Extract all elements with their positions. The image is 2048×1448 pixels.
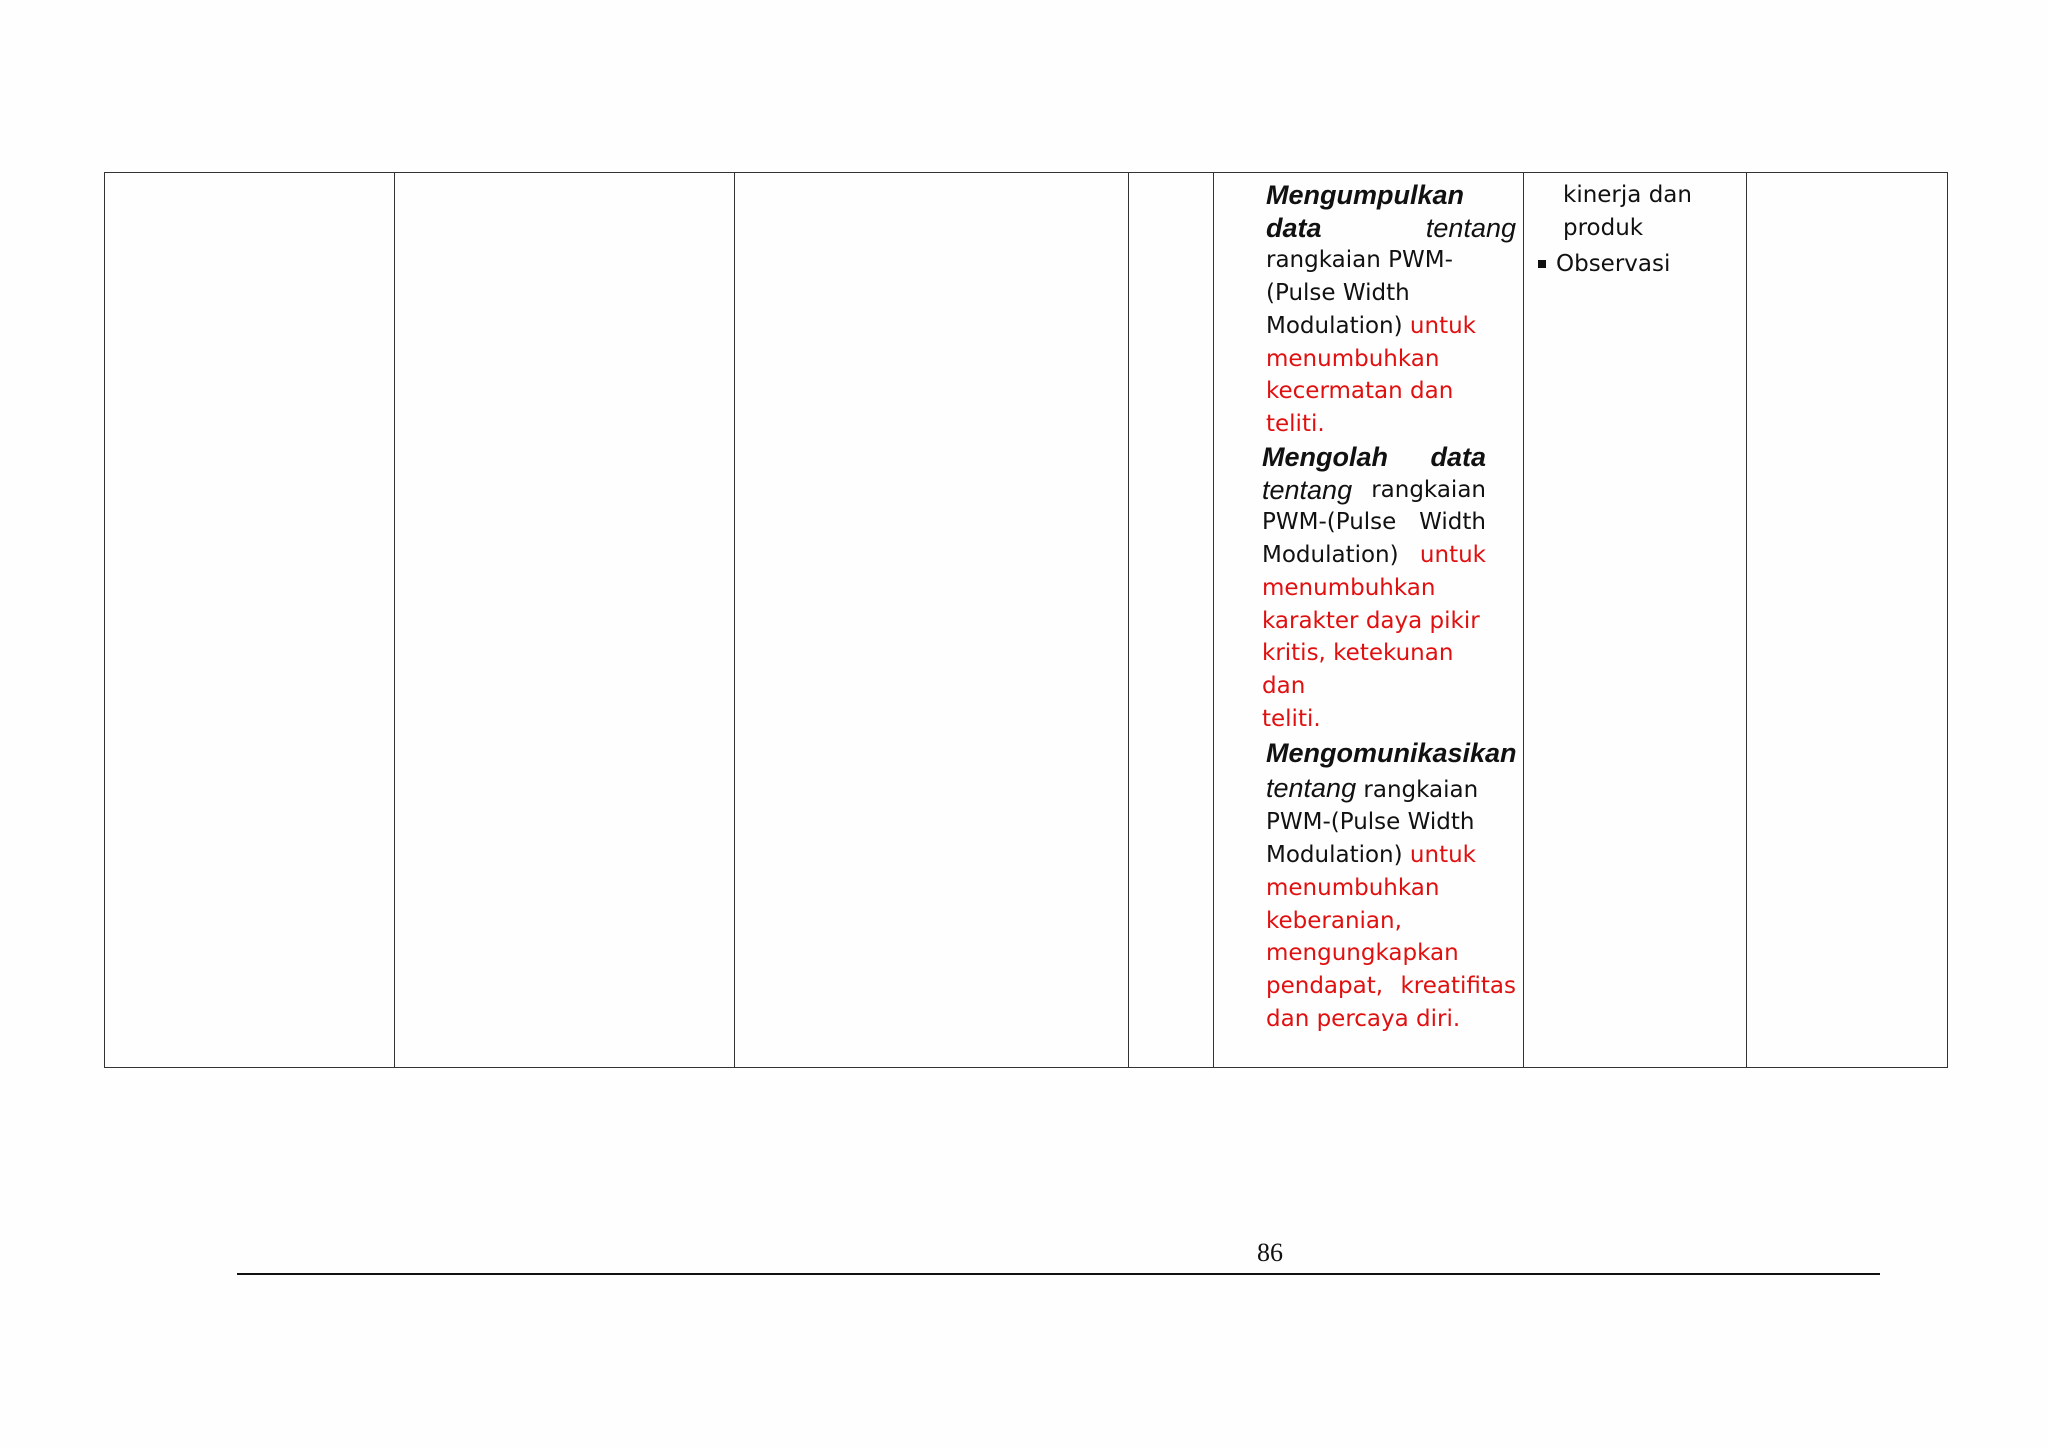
table-row <box>105 173 1948 1068</box>
square-bullet-icon <box>1538 260 1546 268</box>
table-cell-3 <box>735 173 1129 1068</box>
keyword-communicate: Mengomunikasikan <box>1266 738 1517 768</box>
activity-cell <box>1214 173 1524 1068</box>
keyword-process: Mengolah <box>1262 442 1388 472</box>
page-number: 86 <box>1257 1238 1283 1267</box>
activity-communicate: Mengomunikasikan tentang rangkaian PWM-(Pulse Width Modulation) untuk menumbuhkan keberanian, mengungkapkan pendapat, kreatifitas dan percaya diri. <box>1266 738 1517 1032</box>
list-item: Observasi <box>1538 248 1738 281</box>
table-cell-4 <box>1129 173 1214 1068</box>
footer-rule <box>237 1273 1880 1275</box>
activity-process: Mengolah data tentang rangkaian PWM-(Pulse Width Modulation) untuk menumbuhkan karakter daya pikir kritis, ketekunan dan teliti. <box>1262 442 1486 732</box>
lesson-plan-table <box>104 172 1948 1068</box>
table-cell-1 <box>105 173 395 1068</box>
keyword-collect: Mengumpulkan <box>1266 180 1465 210</box>
table-cell-2 <box>395 173 735 1068</box>
assessment-cell: kinerja dan produk Observasi <box>1524 173 1747 1068</box>
table-cell-7 <box>1747 173 1948 1068</box>
activity-collect: Mengumpulkan data tentang rangkaian PWM- (Pulse Width Modulation) untuk menumbuhkan kecermatan dan teliti. <box>1266 180 1516 437</box>
